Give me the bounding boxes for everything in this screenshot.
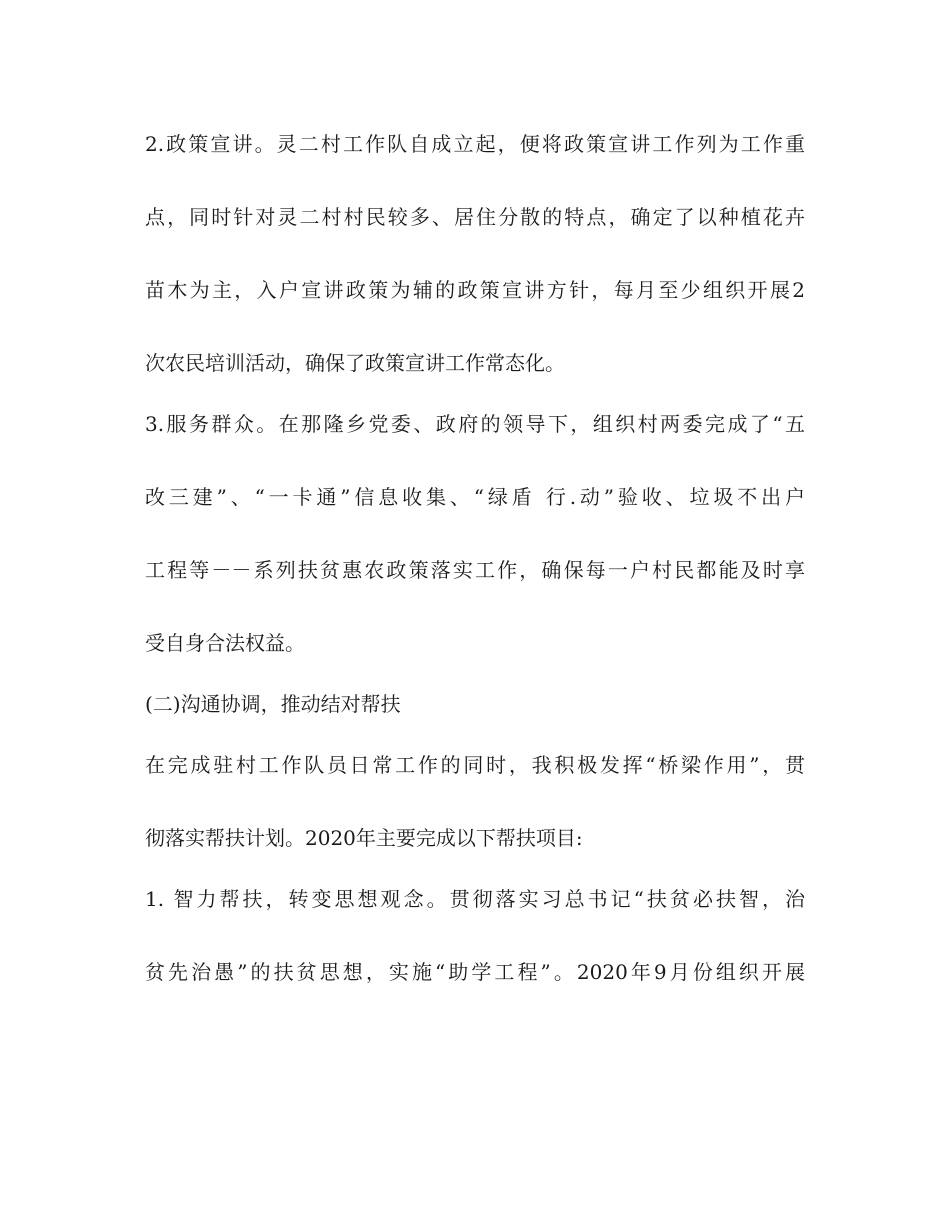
paragraph-education-line-1: 1. 智力帮扶，转变思想观念。贯彻落实习总书记“扶贫必扶智，治 (145, 887, 805, 911)
paragraph-coordination-line-2: 彻落实帮扶计划。2020年主要完成以下帮扶项目: (145, 826, 583, 850)
section-heading: (二)沟通协调，推动结对帮扶 (145, 692, 401, 716)
paragraph-service-line-2: 改三建”、“一卡通”信息收集、“绿盾 行.动”验收、垃圾不出户 (145, 485, 805, 509)
paragraph-service-line-1: 3.服务群众。在那隆乡党委、政府的领导下，组织村两委完成了“五 (145, 412, 805, 436)
paragraph-policy-line-1: 2.政策宣讲。灵二村工作队自成立起，便将政策宣讲工作列为工作重 (145, 132, 805, 156)
paragraph-education-line-2: 贫先治愚”的扶贫思想，实施“助学工程”。2020年9月份组织开展 (145, 960, 805, 984)
paragraph-coordination-line-1: 在完成驻村工作队员日常工作的同时，我积极发挥“桥梁作用”，贯 (145, 753, 805, 777)
paragraph-policy-line-3: 苗木为主，入户宣讲政策为辅的政策宣讲方针，每月至少组织开展2 (145, 278, 805, 302)
paragraph-policy-line-2: 点，同时针对灵二村村民较多、居住分散的特点，确定了以种植花卉 (145, 205, 805, 229)
paragraph-service-line-3: 工程等－－系列扶贫惠农政策落实工作，确保每一户村民都能及时享 (145, 558, 805, 582)
paragraph-service-line-4: 受自身合法权益。 (145, 631, 305, 655)
paragraph-policy-line-4: 次农民培训活动，确保了政策宣讲工作常态化。 (145, 351, 565, 375)
